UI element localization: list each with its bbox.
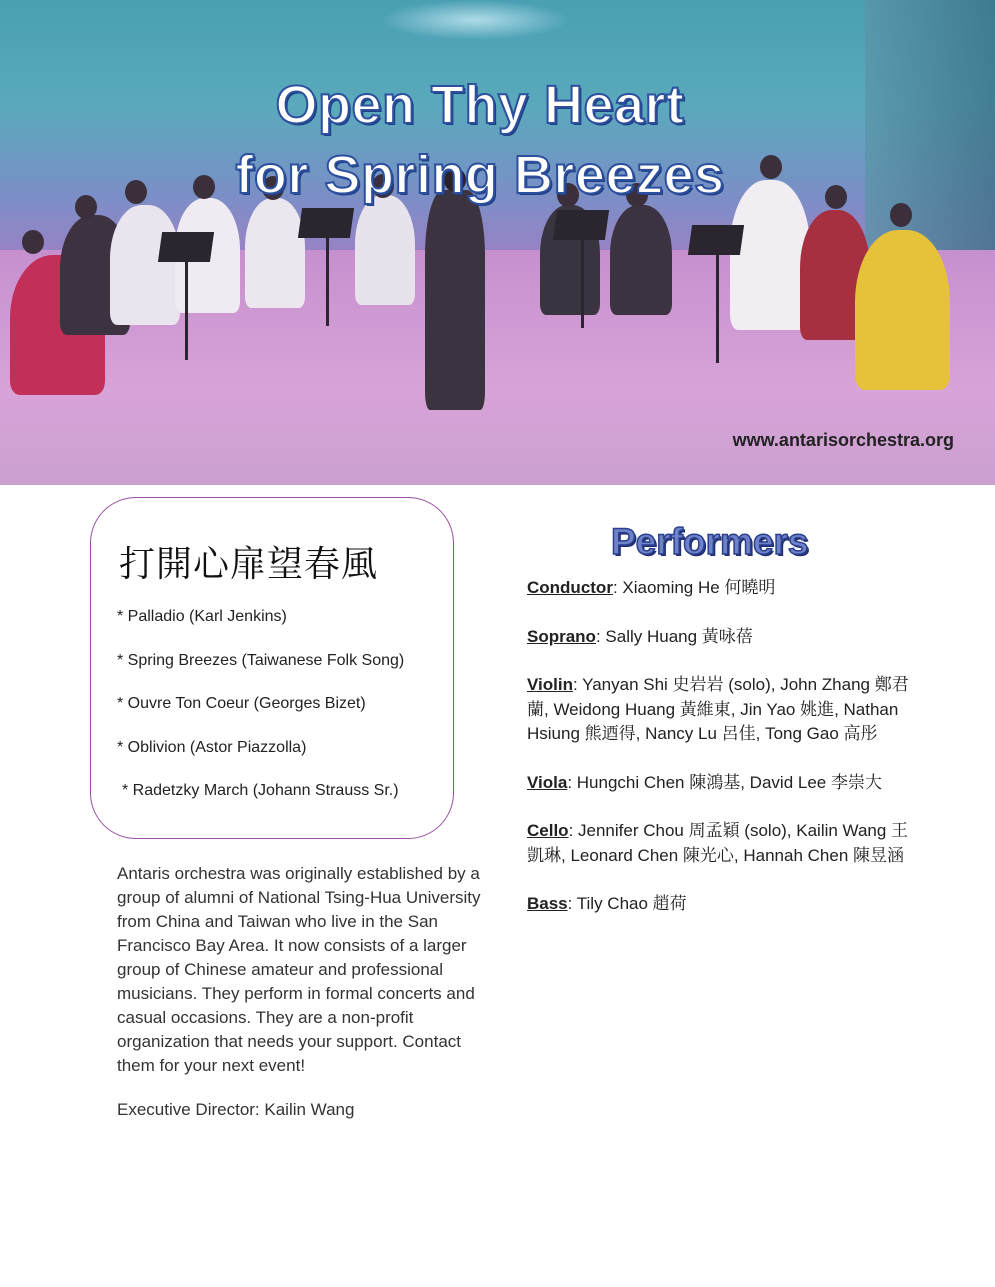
performer-role: Soprano [527,626,596,646]
poster-title-line1: Open Thy Heart [275,75,685,135]
program-item: * Ouvre Ton Coeur (Georges Bizet) [117,695,366,712]
performer-names: : Tily Chao 趙荷 [567,894,687,913]
music-stand [158,232,214,262]
performer-names: : Jennifer Chou 周孟穎 (solo), Kailin Wang 王凱琳, Leonard Chen 陳光心, Hannah Chen 陳昱涵 [527,821,909,865]
musician-violin [355,195,415,305]
program-title: 打開心扉望春風 [119,544,379,585]
program-item: * Palladio (Karl Jenkins) [117,608,287,625]
performer-entry-bass [527,892,917,917]
hero-photo [0,0,995,485]
performer-role: Violin [527,675,573,694]
musician-head [22,230,44,254]
musician-violin [245,198,305,308]
music-stand [553,210,609,240]
performer-names: : Hungchi Chen 陳鴻基, David Lee 李崇大 [567,772,882,792]
performer-role: Conductor [527,578,613,597]
musician-violin [110,205,180,325]
poster-title-line2: for Spring Breezes [235,145,725,205]
orchestra-website[interactable]: www.antarisorchestra.org [732,430,954,450]
program-box [90,497,454,839]
program-item: * Spring Breezes (Taiwanese Folk Song) [117,651,405,669]
performers-list [527,576,917,941]
performer-entry-soprano [527,625,917,650]
music-stand-leg [185,260,188,360]
stage-light [380,0,570,40]
program-item: * Oblivion (Astor Piazzolla) [117,738,307,756]
program-item: * Radetzky March (Johann Strauss Sr.) [122,782,399,799]
performer-names: : Yanyan Shi 史岩岩 (solo), John Zhang 鄭君蘭, Weidong Huang 黃維東, Jin Yao 姚進, Nathan Hsiung 熊迺得, Nancy Lu 呂佳, Tong Gao 高彤 [527,675,909,743]
performer-entry-conductor [527,576,917,601]
music-stand-leg [326,236,329,326]
performer-entry-viola [527,771,917,796]
performer-role: Bass [527,894,568,913]
musician-head [890,203,912,227]
conductor [425,190,485,410]
performers-heading: Performers [611,521,809,562]
performer-names: : Xiaoming He 何曉明 [612,578,776,597]
program-list [117,608,404,826]
musician-cello-yellow [855,230,950,390]
performer-entry-cello [527,819,917,868]
executive-director: Executive Director: Kailin Wang [117,1100,355,1119]
music-stand [688,225,744,255]
music-stand-leg [581,238,584,328]
performer-role: Cello [527,821,569,840]
performer-role: Viola [527,772,568,792]
performer-entry-violin [527,673,917,747]
performer-names: : Sally Huang 黃咏蓓 [595,626,753,646]
music-stand [298,208,354,238]
about-paragraph: Antaris orchestra was originally established by a group of alumni of National Tsing-Hua University from China and Taiwan who live in the San Francisco Bay Area. It now consists of a larger group of Chinese amateur and professional musicians. They perform in formal concerts and casual occasions. They are a non-profit organization that needs your support. Contact them for your next event! [117,864,481,1075]
musician-cello [730,180,810,330]
music-stand-leg [716,253,719,363]
musician-violin [610,205,672,315]
